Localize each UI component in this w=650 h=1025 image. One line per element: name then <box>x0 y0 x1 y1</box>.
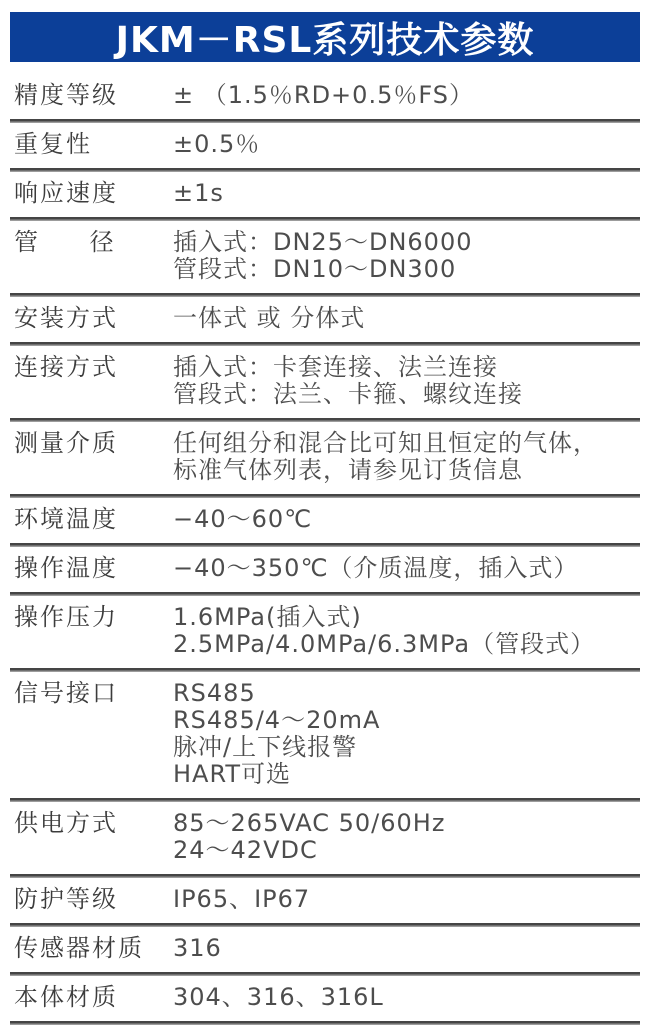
table-row <box>10 878 640 923</box>
table-row <box>10 123 640 168</box>
row-value-line: ± （1.5％RD+0.5％FS） <box>173 81 474 109</box>
row-value <box>173 506 640 533</box>
row-value-line: ±1s <box>173 179 224 207</box>
row-label: 传感器材质 <box>14 934 144 962</box>
row-value <box>173 886 640 913</box>
row-value-line: RS485 <box>173 679 256 707</box>
row-label: 管 径 <box>14 228 116 256</box>
row-value <box>173 430 640 484</box>
row-value-line: 一体式 或 分体式 <box>173 304 366 332</box>
row-value-line: 85～265VAC 50/60Hz <box>173 809 446 837</box>
row-label: 操作压力 <box>14 603 118 631</box>
row-value <box>173 604 640 658</box>
row-value-line: −40～350℃（介质温度，插入式） <box>173 554 579 582</box>
row-label: 响应速度 <box>14 179 118 207</box>
row-value-line: 任何组分和混合比可知且恒定的气体， <box>173 429 598 457</box>
row-value <box>173 229 640 283</box>
row-label: 重复性 <box>14 130 92 158</box>
table-row <box>10 927 640 972</box>
row-label: 环境温度 <box>14 505 118 533</box>
title-banner <box>10 12 640 62</box>
row-value-line: −40～60℃ <box>173 505 313 533</box>
table-row <box>10 297 640 342</box>
row-value <box>173 810 640 864</box>
table-row <box>10 547 640 592</box>
row-value <box>173 935 640 962</box>
row-label: 本体材质 <box>14 983 118 1011</box>
row-label: 连接方式 <box>14 353 118 381</box>
row-value-line: 管段式：DN10～DN300 <box>173 255 457 283</box>
row-value-line: RS485/4～20mA <box>173 706 381 734</box>
row-label: 防护等级 <box>14 885 118 913</box>
row-value <box>173 354 640 408</box>
table-row <box>10 172 640 217</box>
page-title: JKM－RSL系列技术参数 <box>115 19 535 61</box>
table-row <box>10 802 640 874</box>
row-label: 精度等级 <box>14 81 118 109</box>
row-value <box>173 305 640 332</box>
row-value-line: HART可选 <box>173 760 292 788</box>
row-value-line: ±0.5％ <box>173 130 261 158</box>
row-value <box>173 131 640 158</box>
row-label: 测量介质 <box>14 429 118 457</box>
table-row <box>10 422 640 494</box>
table-row <box>10 221 640 293</box>
row-value-line: IP65、IP67 <box>173 885 311 913</box>
row-value <box>173 984 640 1011</box>
row-label: 安装方式 <box>14 304 118 332</box>
spec-sheet <box>0 12 650 1011</box>
row-value-line: 标准气体列表，请参见订货信息 <box>173 456 523 484</box>
row-value <box>173 555 640 582</box>
row-value-line: 304、316、316L <box>173 983 384 1011</box>
table-row <box>10 596 640 668</box>
row-value-line: 脉冲/上下线报警 <box>173 733 358 761</box>
row-label: 信号接口 <box>14 679 118 707</box>
row-value-line: 316 <box>173 934 222 962</box>
row-value-line: 24～42VDC <box>173 836 318 864</box>
row-value-line: 插入式：卡套连接、法兰连接 <box>173 353 498 381</box>
table-row <box>10 346 640 418</box>
row-value-line: 管段式：法兰、卡箍、螺纹连接 <box>173 380 523 408</box>
row-value-line: 2.5MPa/4.0MPa/6.3MPa（管段式） <box>173 630 596 658</box>
row-value <box>173 82 640 109</box>
row-divider <box>10 1021 640 1025</box>
spec-table <box>10 74 640 1025</box>
table-row <box>10 74 640 119</box>
row-label: 供电方式 <box>14 809 118 837</box>
row-value <box>173 180 640 207</box>
row-label: 操作温度 <box>14 554 118 582</box>
row-value <box>173 680 640 788</box>
table-row <box>10 976 640 1021</box>
table-row <box>10 672 640 798</box>
row-value-line: 1.6MPa(插入式) <box>173 603 362 631</box>
table-row <box>10 498 640 543</box>
row-value-line: 插入式：DN25～DN6000 <box>173 228 473 256</box>
